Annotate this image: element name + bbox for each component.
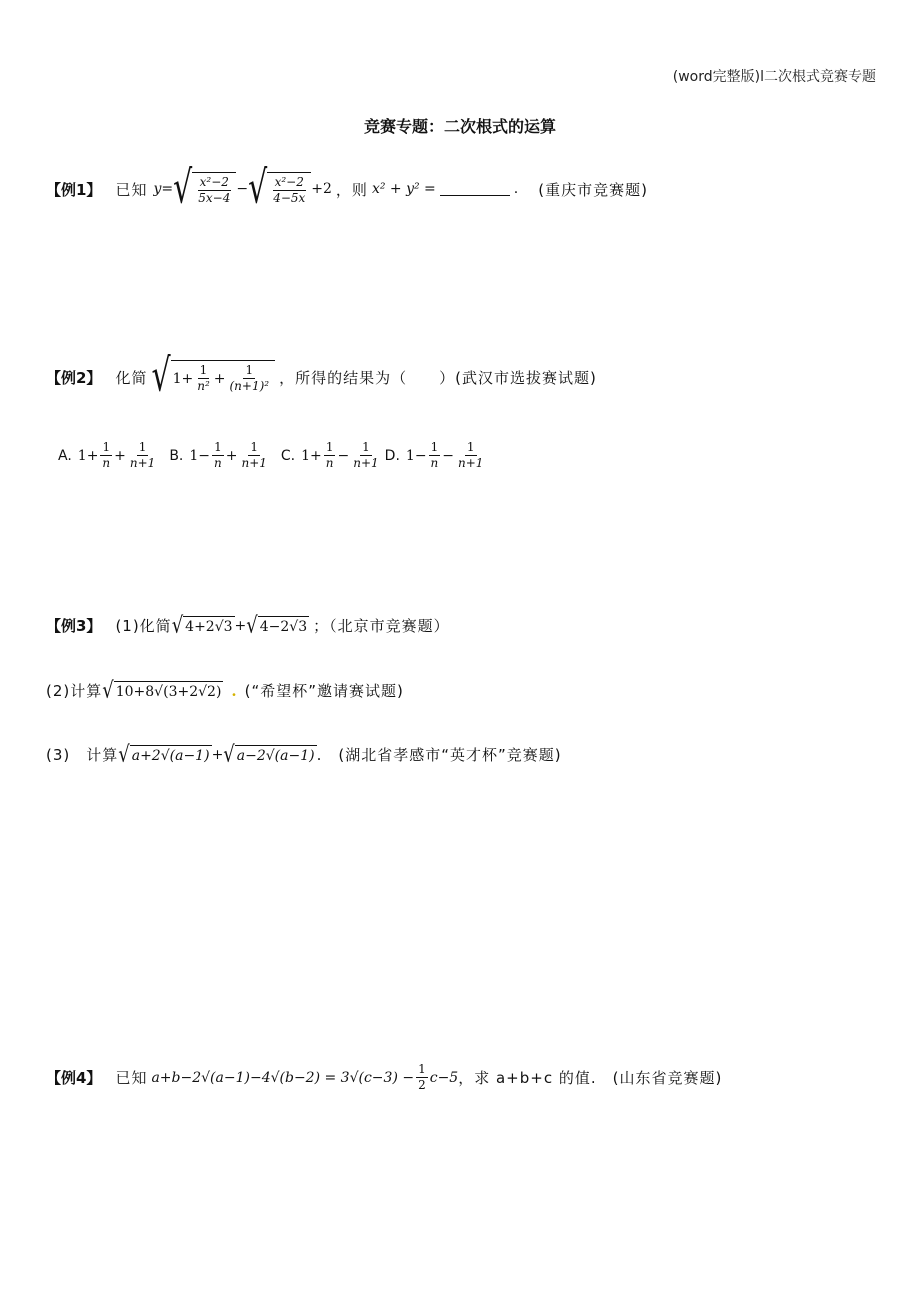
option-b-letter: B. bbox=[169, 447, 184, 464]
sqrt-b: √ a−2√(a−1) bbox=[223, 740, 315, 767]
example-4-intro: 已知 bbox=[115, 1069, 148, 1087]
page-header: (word完整版)l二次根式竞赛专题 bbox=[672, 69, 876, 85]
radicand: 4+2√3 bbox=[183, 616, 234, 635]
option-b-op: + bbox=[225, 447, 238, 464]
example-2-label: 【例2】 bbox=[46, 368, 102, 387]
numerator: 1 bbox=[362, 440, 370, 454]
denominator: n bbox=[430, 456, 439, 470]
numerator: 1 bbox=[466, 440, 475, 454]
highlight-dot: . bbox=[231, 681, 237, 700]
numerator: 1 bbox=[214, 440, 222, 454]
option-a-lead: 1+ bbox=[77, 447, 99, 464]
example-3-p2-intro: (2)计算 bbox=[46, 682, 103, 700]
example-2 bbox=[46, 350, 597, 403]
denominator: n bbox=[102, 456, 111, 470]
denominator: n bbox=[214, 456, 222, 470]
plus-sign: + bbox=[213, 370, 226, 387]
example-3-p1-intro: (1)化简 bbox=[115, 617, 172, 635]
plus-two: +2 bbox=[311, 181, 332, 197]
option-d-op: − bbox=[442, 447, 455, 464]
numerator: 1 bbox=[430, 440, 439, 454]
sqrt-b: √ 4−2√3 bbox=[246, 611, 308, 638]
page-title: 竞赛专题：二次根式的运算 bbox=[363, 117, 556, 136]
example-4-tail: ，求 a+b+c 的值. (山东省竞赛题) bbox=[458, 1069, 723, 1087]
denominator: 2 bbox=[418, 1078, 426, 1092]
radicand: a−2√(a−1) bbox=[235, 745, 317, 764]
radicand: 4−2√3 bbox=[258, 616, 309, 635]
numerator: x²−2 bbox=[274, 175, 304, 189]
numerator: 1 bbox=[138, 440, 147, 454]
example-3-p1-tail: ；（北京市竞赛题） bbox=[313, 617, 450, 635]
radicand: a+2√(a−1) bbox=[130, 745, 212, 764]
denominator: n² bbox=[197, 379, 210, 393]
numerator: 1 bbox=[102, 440, 111, 454]
radicand: 10+8√(3+2√2) bbox=[114, 681, 224, 700]
equation-right: c−5 bbox=[429, 1069, 459, 1086]
var-y: y bbox=[153, 181, 162, 197]
example-4 bbox=[46, 1062, 722, 1093]
then-text: ，则 bbox=[335, 180, 368, 199]
denominator: n+1 bbox=[458, 456, 484, 470]
example-4-label: 【例4】 bbox=[46, 1069, 102, 1087]
example-2-tail: ，所得的结果为（ ）(武汉市选拔赛试题) bbox=[279, 368, 597, 387]
sqrt-nested: √ 10+8√(3+2√2) bbox=[102, 676, 222, 703]
minus-sign: − bbox=[236, 181, 249, 197]
example-2-options bbox=[58, 440, 487, 471]
numerator: 1 bbox=[245, 363, 254, 377]
example-3-part-1 bbox=[46, 611, 450, 638]
equation-left: a+b−2√(a−1)−4√(b−2) = 3√(c−3) − bbox=[151, 1069, 415, 1086]
example-2-intro: 化简 bbox=[115, 368, 148, 387]
sqrt-term-1: √ $\frac{\text{x²−2}}{5x-4}$ bbox=[173, 172, 236, 206]
numerator: x²−2 bbox=[199, 175, 229, 189]
example-3-p3-tail: . (湖北省孝感市“英才杯”竞赛题) bbox=[316, 746, 562, 764]
numerator: 1 bbox=[199, 363, 208, 377]
one-plus: 1+ bbox=[172, 370, 194, 387]
example-3-label: 【例3】 bbox=[46, 617, 102, 635]
option-d-lead: 1− bbox=[405, 447, 427, 464]
option-b-lead: 1− bbox=[189, 447, 211, 464]
denominator: (n+1)² bbox=[229, 379, 270, 393]
example-1-source: (重庆市竞赛题) bbox=[538, 180, 648, 199]
example-3-part-2 bbox=[46, 676, 404, 703]
denominator: n+1 bbox=[353, 456, 379, 470]
period: . bbox=[513, 181, 519, 197]
denominator: n+1 bbox=[129, 456, 156, 470]
option-c-letter: C. bbox=[280, 447, 296, 464]
option-c-lead: 1+ bbox=[301, 447, 322, 464]
sqrt-expression: √ 1+ $\frac{1}{\text{n²}}$ + $\frac{1}{\text{(n+1)²}}$ bbox=[151, 360, 275, 394]
denominator: 4−5x bbox=[273, 191, 306, 205]
numerator: 1 bbox=[250, 440, 259, 454]
example-1 bbox=[46, 162, 648, 215]
option-c-op: − bbox=[337, 447, 350, 464]
option-a-letter: A. bbox=[58, 447, 72, 464]
numerator: 1 bbox=[418, 1062, 426, 1076]
example-3-p3-intro: (3) 计算 bbox=[46, 746, 119, 764]
equals: = bbox=[161, 181, 174, 197]
sqrt-term-2: √ $\frac{\text{x²−2}}{4-5x}$ bbox=[248, 172, 311, 206]
numerator: 1 bbox=[325, 440, 334, 454]
option-d-letter: D. bbox=[384, 447, 400, 464]
sqrt-a: √ a+2√(a−1) bbox=[118, 740, 210, 767]
example-1-label: 【例1】 bbox=[46, 180, 102, 199]
example-1-intro: 已知 bbox=[115, 180, 148, 199]
denominator: n bbox=[325, 456, 334, 470]
denominator: 5x−4 bbox=[198, 191, 231, 205]
target-expr: x² + y² = bbox=[371, 181, 436, 197]
answer-blank bbox=[440, 183, 510, 196]
denominator: n+1 bbox=[241, 456, 267, 470]
option-a-op: + bbox=[114, 447, 126, 464]
plus-sign: + bbox=[234, 617, 247, 634]
example-3-part-3 bbox=[46, 740, 562, 767]
sqrt-a: √ 4+2√3 bbox=[171, 611, 233, 638]
plus-sign: + bbox=[211, 746, 224, 763]
example-3-p2-tail: (“希望杯”邀请赛试题) bbox=[244, 682, 404, 700]
